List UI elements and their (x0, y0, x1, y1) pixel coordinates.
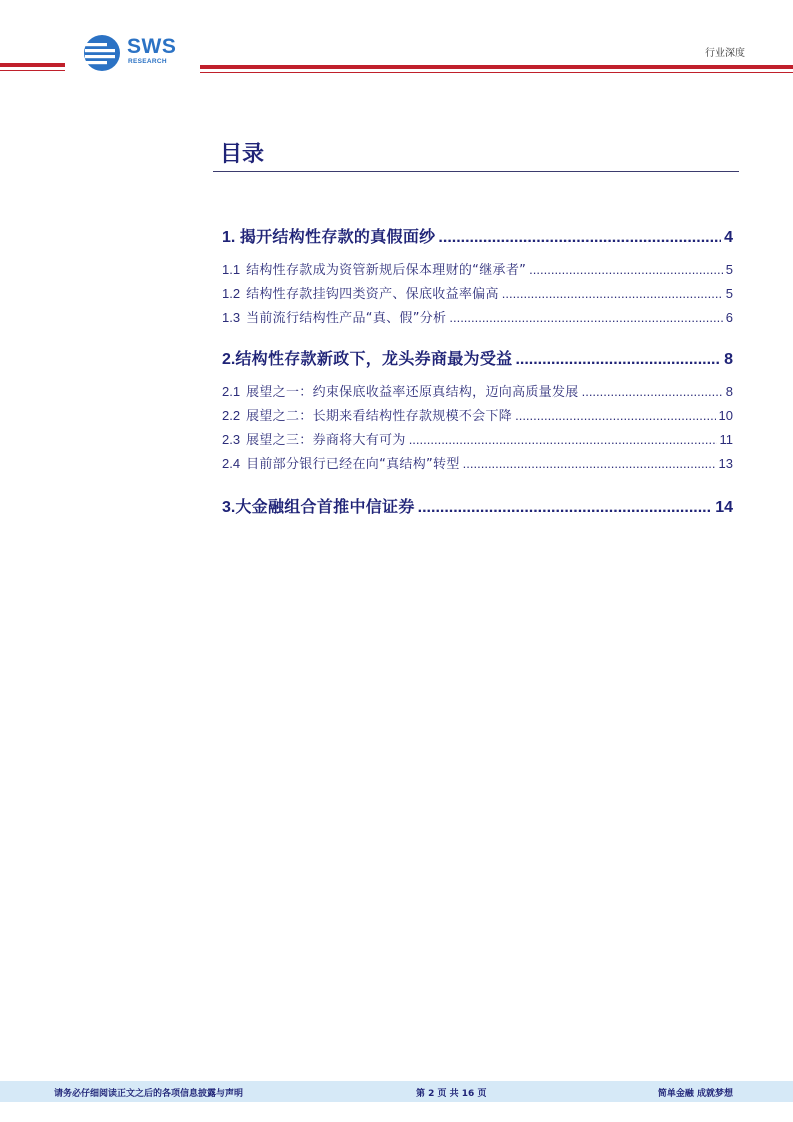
toc-entry[interactable] (222, 346, 733, 369)
toc-entry-number: 2.4 (222, 456, 241, 471)
toc-entry-page: 5 (725, 286, 733, 301)
toc-entry-text: 结构性存款挂钩四类资产、保底收益率偏高 (246, 287, 499, 302)
footer-page-number: 第 2 页 共 16 页 (416, 1089, 487, 1099)
toc-entry-text: 揭开结构性存款的真假面纱 (239, 227, 436, 246)
header-divider (200, 65, 793, 69)
toc-entry-text: 展望之一：约束保底收益率还原真结构，迈向高质量发展 (246, 385, 579, 400)
toc-entry-text: 大金融组合首推中信证券 (235, 497, 415, 516)
toc-entry[interactable] (222, 307, 733, 326)
toc-entry-page: 14 (715, 499, 733, 516)
toc-entry[interactable] (222, 453, 733, 472)
toc-entry-number: 1.1 (222, 262, 241, 277)
toc-entry[interactable] (222, 405, 733, 424)
toc-entry-number: 1.3 (222, 310, 241, 325)
brand-name: SWS (127, 35, 177, 58)
toc-entry-text: 当前流行结构性产品“真、假”分析 (246, 311, 447, 326)
toc-entry-number: 2. (222, 351, 236, 368)
toc-entry-text: 展望之三：券商将大有可为 (246, 433, 406, 448)
toc-entry[interactable] (222, 381, 733, 400)
toc-divider (213, 171, 739, 172)
toc-dot-leader (463, 456, 716, 471)
toc-dot-leader (449, 310, 722, 325)
toc-entry-page: 5 (725, 262, 733, 277)
header-divider (200, 72, 793, 73)
toc-dot-leader (529, 262, 723, 277)
toc-entry-page: 10 (718, 408, 733, 423)
toc-entry-page: 6 (725, 310, 733, 325)
toc-dot-leader (502, 286, 723, 301)
toc-dot-leader (582, 384, 723, 399)
toc-dot-leader (409, 432, 717, 447)
header-divider (0, 63, 65, 67)
toc-entry-page: 11 (719, 432, 733, 447)
toc-entry-number: 3. (222, 499, 236, 516)
toc-entry-text: 结构性存款成为资管新规后保本理财的“继承者” (246, 263, 527, 278)
toc-entry-page: 13 (718, 456, 733, 471)
toc-dot-leader (418, 499, 713, 517)
footer-slogan: 简单金融 成就梦想 (657, 1089, 733, 1099)
toc-entry-number: 1.2 (222, 286, 241, 301)
toc-entry-page: 8 (724, 351, 733, 368)
sws-logo-icon (83, 34, 123, 72)
toc-dot-leader (438, 229, 721, 247)
toc-entry[interactable] (222, 259, 733, 278)
toc-entry-number: 2.2 (222, 408, 241, 423)
toc-entry-number: 1. (222, 229, 236, 246)
toc-dot-leader (515, 408, 715, 423)
brand-subtitle: RESEARCH (128, 58, 167, 65)
footer-disclaimer: 请务必仔细阅读正文之后的各项信息披露与声明 (54, 1089, 244, 1099)
toc-entry-text: 结构性存款新政下，龙头券商最为受益 (235, 349, 513, 368)
toc-entry-number: 2.3 (222, 432, 241, 447)
header-divider (0, 70, 65, 71)
toc-title: 目录 (220, 142, 265, 167)
toc-entry-page: 4 (724, 229, 733, 246)
toc-entry-number: 2.1 (222, 384, 241, 399)
toc-entry[interactable] (222, 494, 733, 517)
toc-entry[interactable] (222, 283, 733, 302)
report-type-tag: 行业深度 (705, 48, 745, 59)
toc-entry[interactable] (222, 224, 733, 247)
toc-dot-leader (515, 351, 721, 369)
sws-logo (83, 34, 193, 74)
toc-entry-page: 8 (725, 384, 733, 399)
toc-entry[interactable] (222, 429, 733, 448)
toc-entry-text: 目前部分银行已经在向“真结构”转型 (246, 457, 460, 472)
toc-entry-text: 展望之二：长期来看结构性存款规模不会下降 (246, 409, 513, 424)
page-footer (0, 1081, 793, 1102)
